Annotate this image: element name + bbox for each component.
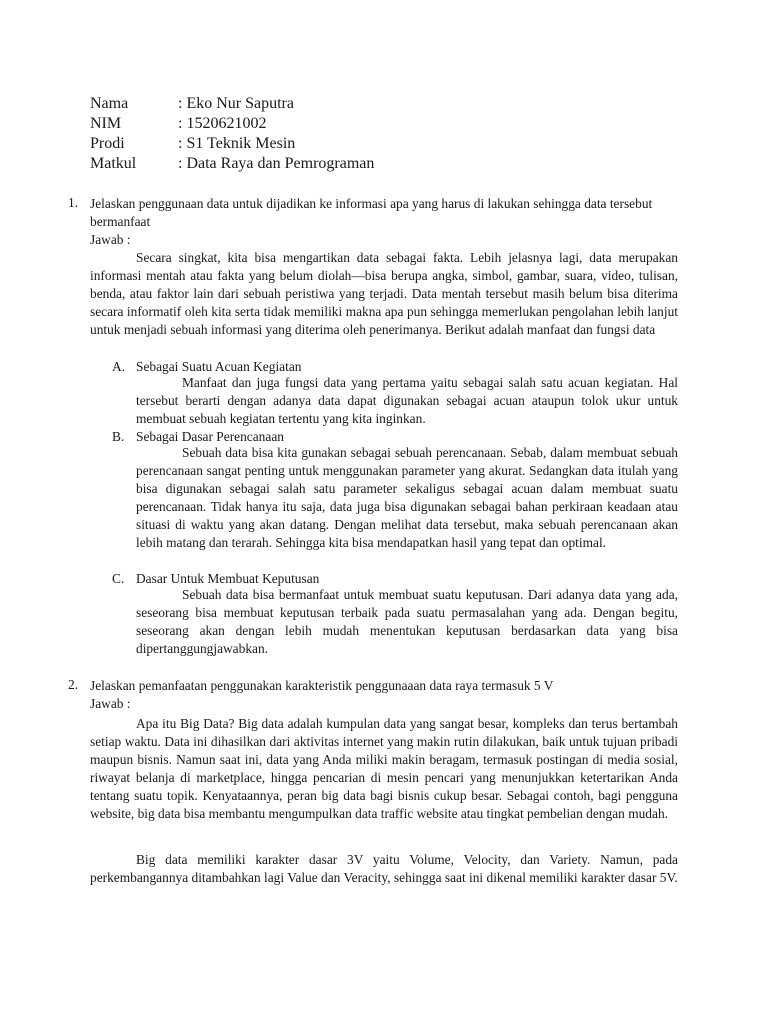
q2-number: 2. <box>68 677 79 692</box>
q1-item-b-label: B. <box>112 429 125 444</box>
nama-row <box>90 94 374 114</box>
prodi-row <box>90 134 374 154</box>
matkul-row <box>90 154 374 174</box>
q2-paragraph-2: Big data memiliki karakter dasar 3V yaitu Volume, Velocity, dan Variety. Namun, pada perkembangannya ditambahkan lagi Value dan Veracity, sehingga saat ini dikenal memiliki karakter dasar 5V. <box>90 852 678 885</box>
prodi-value: : S1 Teknik Mesin <box>178 135 296 152</box>
nama-label: Nama <box>90 95 129 112</box>
q1-item-a-label: A. <box>112 359 126 374</box>
nama-value: : Eko Nur Saputra <box>178 95 294 112</box>
nim-label: NIM <box>90 115 122 132</box>
q1-jawab-label: Jawab : <box>90 232 131 247</box>
matkul-value: : Data Raya dan Pemrograman <box>178 155 375 172</box>
q1-item-c-label: C. <box>112 571 125 586</box>
q1-item-a-title: Sebagai Suatu Acuan Kegiatan <box>136 359 302 374</box>
q2-question: Jelaskan pemanfaatan penggunakan karakteristik penggunaaan data raya termasuk 5 V <box>90 678 554 693</box>
q2-jawab-label: Jawab : <box>90 696 131 711</box>
q1-question: Jelaskan penggunaan data untuk dijadikan ke informasi apa yang harus di lakukan sehingga data tersebut bermanfaat <box>90 196 653 229</box>
nim-row <box>90 114 374 134</box>
student-header <box>90 94 374 174</box>
q1-item-c-text: Sebuah data bisa bermanfaat untuk membuat suatu keputusan. Dari adanya data yang ada, seseorang bisa membuat keputusan terbaik pada suatu permasalahan yang ada. Dengan begitu, seseorang akan dengan lebih mudah menentukan keputusan berdasarkan data yang bisa dipertanggungjawabkan. <box>136 587 678 656</box>
q1-item-a-text: Manfaat dan juga fungsi data yang pertama yaitu sebagai salah satu acuan kegiatan. Hal tersebut berarti dengan adanya data dapat digunakan sebagai acuan ataupun tolok ukur untuk membuat sebuah kegiatan tertentu yang kita inginkan. <box>136 375 678 426</box>
q1-number: 1. <box>68 195 79 210</box>
q1-intro-paragraph: Secara singkat, kita bisa mengartikan data sebagai fakta. Lebih jelasnya lagi, data merupakan informasi mentah atau fakta yang belum diolah—bisa berupa angka, simbol, gambar, suara, video, tulisan, benda, atau faktor lain dari sebuah peristiwa yang terjadi. Data mentah tersebut masih belum bisa diterima secara informatif oleh kita serta tidak memiliki makna apa pun sehingga memerlukan pengolahan lebih lanjut untuk menjadi sebuah informasi yang diterima oleh penerimanya. Berikut adalah manfaat dan fungsi data <box>90 250 678 337</box>
q2-paragraph-1: Apa itu Big Data? Big data adalah kumpulan data yang sangat besar, kompleks dan terus bertambah setiap waktu. Data ini dihasilkan dari aktivitas internet yang makin rutin dilakukan, baik untuk tujuan pribadi maupun bisnis. Namun saat ini, data yang Anda miliki makin beragam, termasuk postingan di media sosial, riwayat belanja di marketplace, hingga pencarian di mesin pencari yang menunjukkan ketertarikan Anda tentang suatu topik. Kenyataannya, peran big data bagi bisnis cukup besar. Sebagai contoh, bagi pengguna website, big data bisa membantu mengumpulkan data traffic website atau tingkat pembelian dengan mudah. <box>90 716 678 821</box>
prodi-label: Prodi <box>90 135 125 152</box>
q1-item-b-text: Sebuah data bisa kita gunakan sebagai sebuah perencanaan. Sebab, dalam membuat sebuah perencanaan sangat penting untuk menggunakan parameter yang akurat. Sedangkan data itulah yang bisa digunakan sebagai salah satu parameter sekaligus sebagai acuan dalam membuat suatu perencanaan. Tidak hanya itu saja, data juga bisa digunakan sebagai bahan perkiraan keadaan atau situasi di waktu yang akan datang. Dengan melihat data tersebut, maka sebuah perencanaan akan lebih matang dan terarah. Sehingga kita bisa mendapatkan hasil yang tepat dan optimal. <box>136 445 678 550</box>
nim-value: : 1520621002 <box>178 115 267 132</box>
q1-item-c-title: Dasar Untuk Membuat Keputusan <box>136 571 320 586</box>
q1-item-b-title: Sebagai Dasar Perencanaan <box>136 429 284 444</box>
matkul-label: Matkul <box>90 155 137 172</box>
